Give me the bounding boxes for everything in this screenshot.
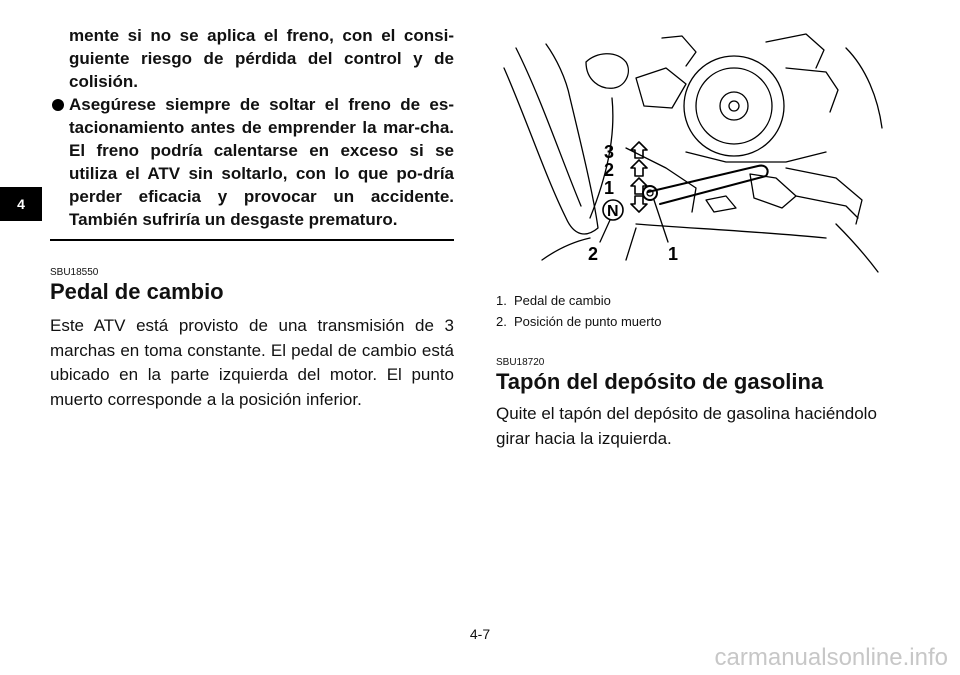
watermark: carmanualsonline.info xyxy=(714,644,948,671)
chapter-tab: 4 xyxy=(0,187,42,221)
left-column xyxy=(50,24,454,412)
gear-label-n: N xyxy=(607,203,619,220)
figure-captions xyxy=(496,290,916,332)
section-body-fuel: Quite el tapón del depósito de gasolina haciéndolo girar hacia la izquierda. xyxy=(496,404,877,448)
gear-label-2: 2 xyxy=(604,160,615,180)
section-title-fuel: Tapón del depósito de gasolina xyxy=(496,369,824,394)
callout-2: 2 xyxy=(588,244,599,264)
warning-bullet-text: Asegúrese siempre de soltar el freno de es-tacionamiento antes de emprender la mar-cha. El freno podría calentarse en exceso si se utiliza el ATV sin soltarlo, con lo que po-dría perder eficacia y provocar un accidente. También sufriría un desgaste prematuro. xyxy=(69,95,454,229)
shift-pedal-figure xyxy=(486,28,906,278)
section-code-fuel: SBU18720 xyxy=(496,357,545,368)
section-code-shift: SBU18550 xyxy=(50,267,99,278)
page-number: 4-7 xyxy=(469,626,491,642)
warning-bullet-item xyxy=(50,93,454,231)
caption-number: 2. xyxy=(496,314,507,329)
gear-label-3: 3 xyxy=(604,142,615,162)
caption-item xyxy=(496,311,916,332)
gear-label-1: 1 xyxy=(604,178,615,198)
caption-item xyxy=(496,290,916,311)
caption-text: Pedal de cambio xyxy=(514,293,611,308)
section-body-shift: Este ATV está provisto de una transmisión de 3 marchas en toma constante. El pedal de cambio está ubicado en la parte izquierda del motor. El punto muerto corresponde a la posición inferior. xyxy=(50,316,454,409)
caption-text: Posición de punto muerto xyxy=(514,314,662,329)
callout-1: 1 xyxy=(668,244,679,264)
warning-continued-text: mente si no se aplica el freno, con el consi-guiente riesgo de pérdida del control y de colisión. xyxy=(69,26,454,91)
caption-number: 1. xyxy=(496,293,507,308)
section-fuel-cap xyxy=(496,357,916,451)
section-title-shift: Pedal de cambio xyxy=(50,279,224,304)
bullet-dot-icon xyxy=(52,99,64,111)
